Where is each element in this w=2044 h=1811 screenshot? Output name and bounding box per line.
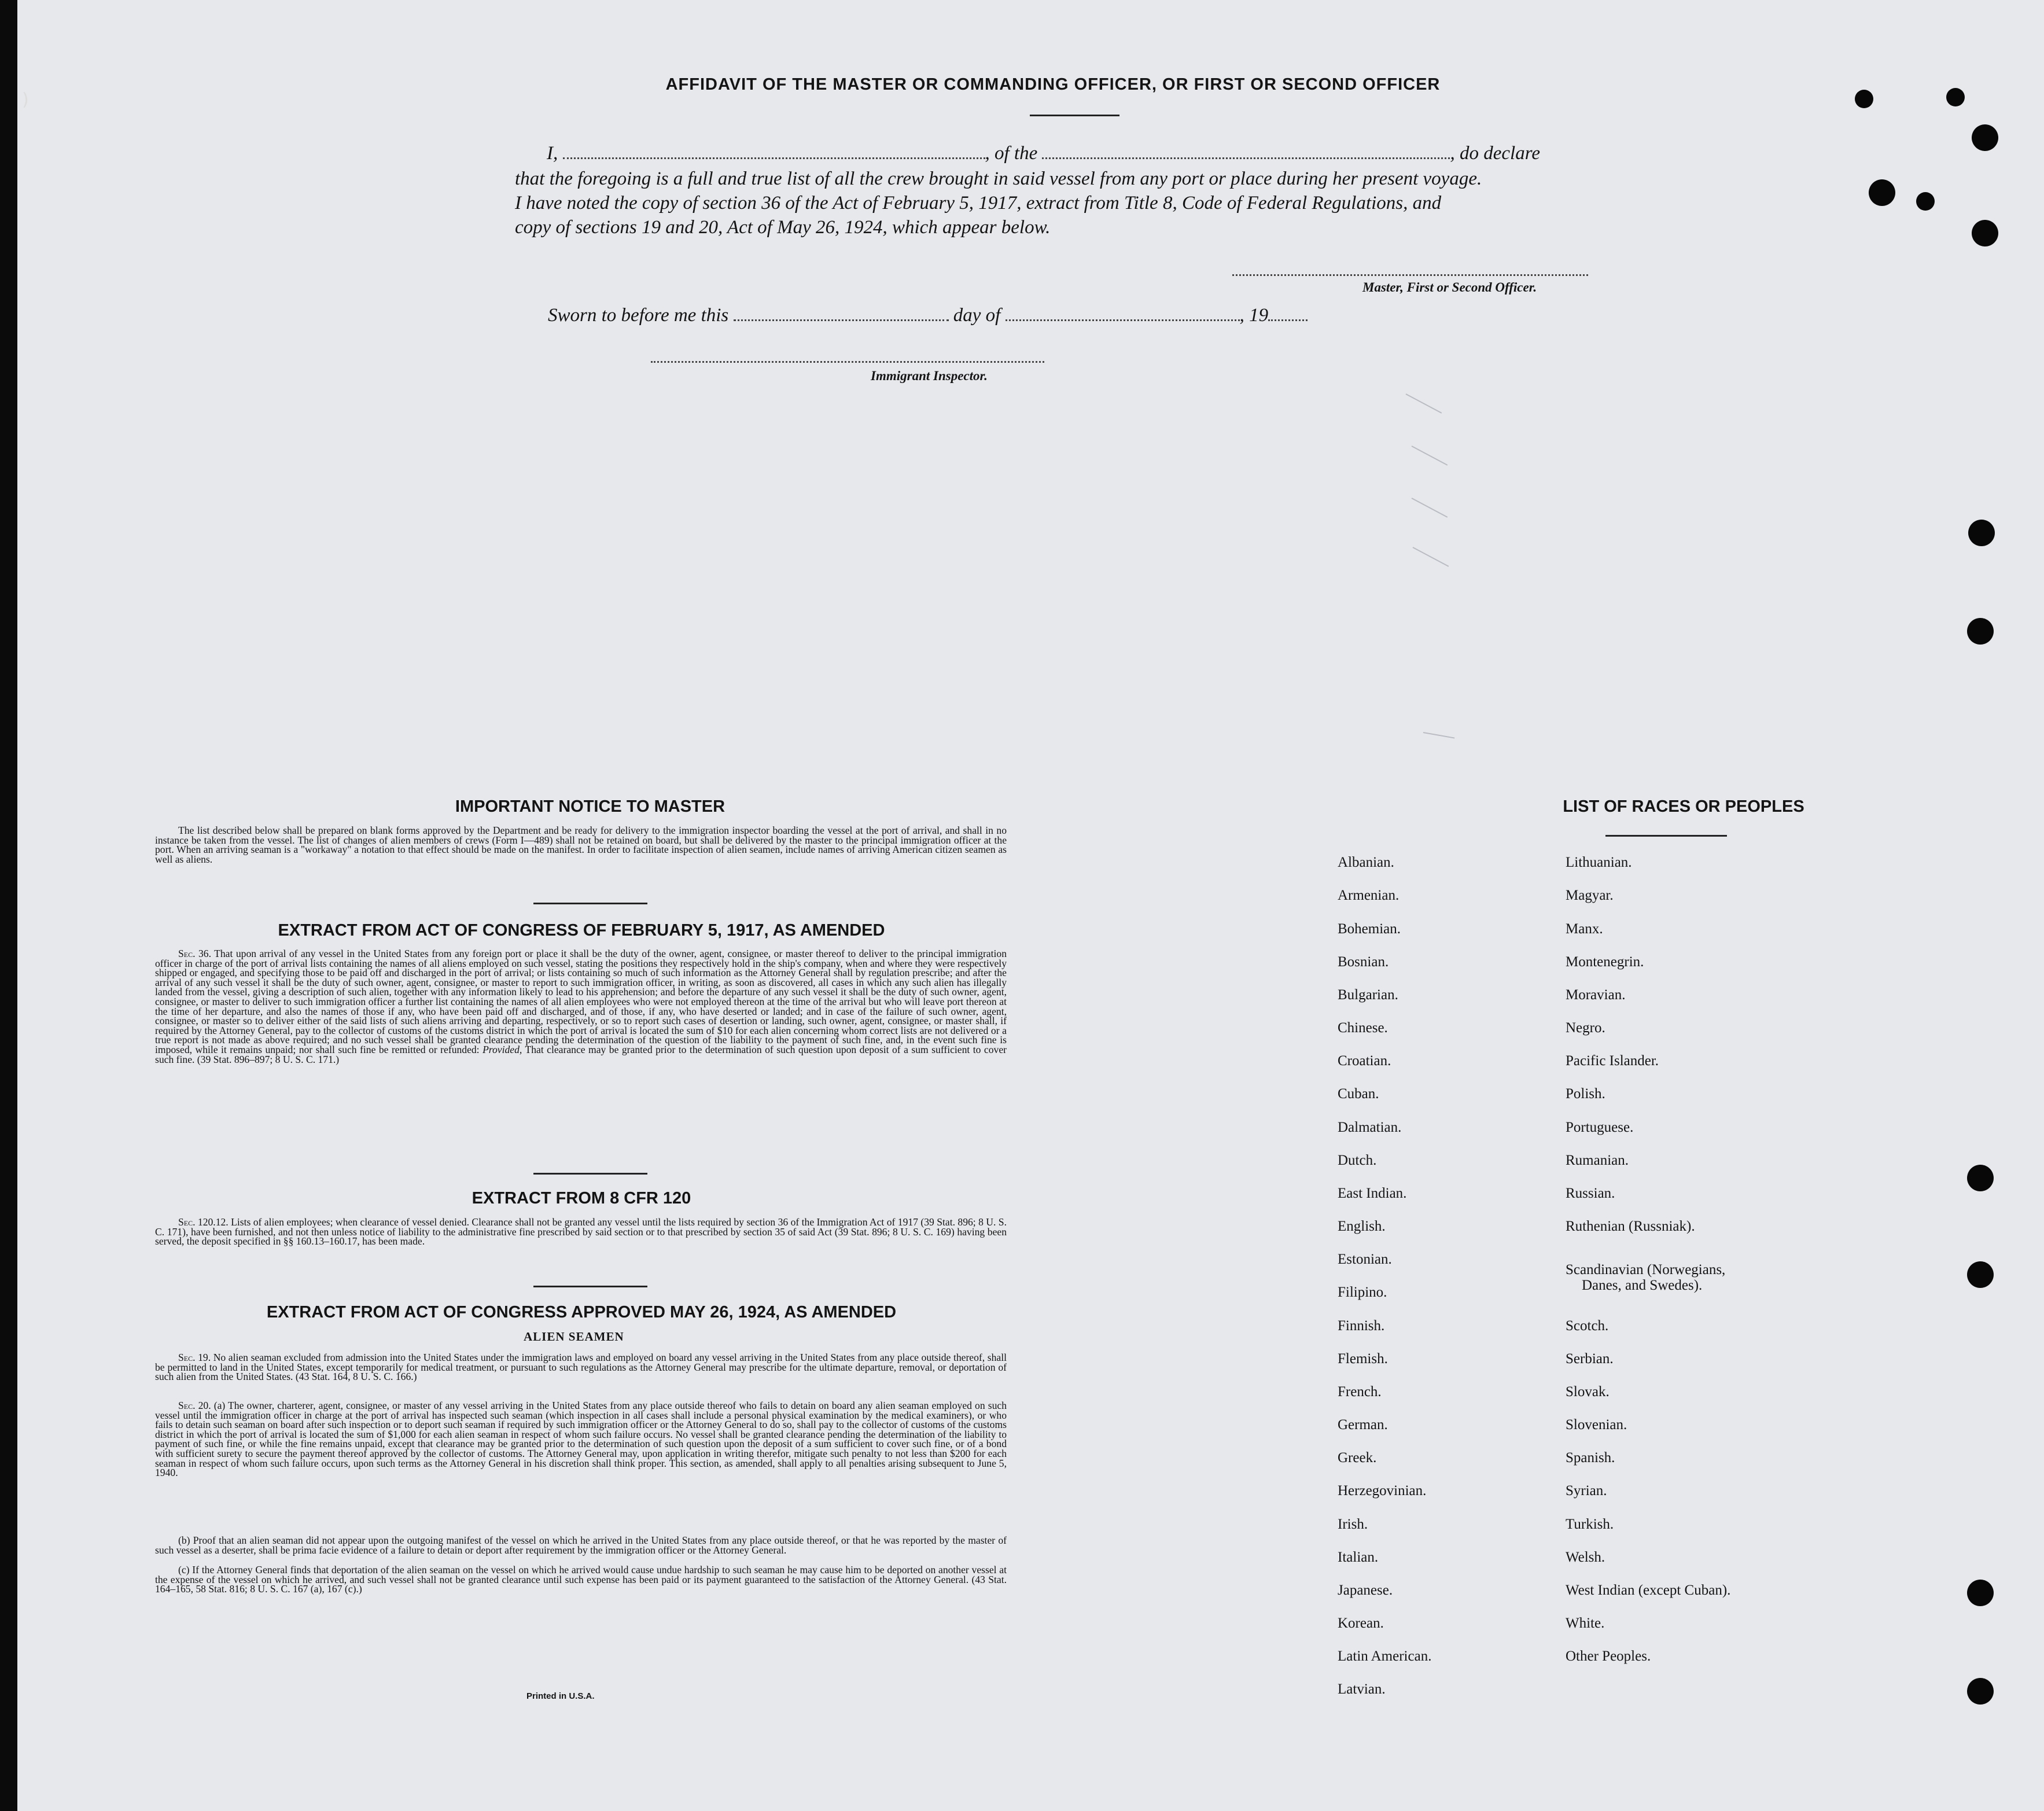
sec-36-body: That upon arrival of any vessel in the United States from any foreign port or place it shall be the duty of the owner, agent, consignee, or master thereof to deliver to the principal immigration officer in charge of the port of arrival lists containing the names of all aliens employed on such vessel, stating the positions they respectively hold in the ship's company, when and where they were respectively shipped or engaged, and specifying those to be paid off and discharged in the port of arrival; or lists containing so much of such information as the Attorney General shall by regulation prescribe; and after the arrival of any such vessel it shall be the duty of such owner, agent, consignee, or master to report to such immigration officer, in writing, as soon as discovered, all cases in which any such alien has illegally landed from the vessel, giving a description of such alien, together with any information likely to lead to his apprehension; and before the departure of any such vessel it shall be the duty of such owner, agent, consignee, or master to deliver to such immigration officer a further list containing the names of all alien employees who were not employed thereon at the time of the arrival but who will leave port thereon at the time of her departure, and also the names of those if any, who have been paid off and discharged, and of those, if any, who have deserted or landed; and in case of the failure of such owner, agent, consignee, or master so to deliver either of the said lists of such aliens arriving and departing, respectively, or so to report such cases of desertion or landing, such owner, agent, consignee, or master shall, if required by the Attorney General, pay to the collector of customs of the customs district in which the port of arrival is located the sum of $10 for each alien concerning whom correct lists are not delivered or a true report is not made as above required; and no such vessel shall be granted clearance pending the determination of the question of the liability to the payment of such fine, and, in the event such fine is imposed, while it remains unpaid; nor shall such fine be remitted or refunded: — [155, 948, 1007, 1055]
race-item: Cuban. — [1338, 1086, 1379, 1102]
declare-text: , do declare — [1450, 143, 1540, 164]
printed-in-usa: Printed in U.S.A. — [526, 1691, 595, 1701]
pencil-mark — [1412, 446, 1448, 466]
sec-120-body: Lists of alien employees; when clearance of vessel denied. Clearance shall not be granted any vessel until the lists required by section 36 of the Immigration Act of 1917 (39 Stat. 896; 8 U. S. C. 171), have been furnished, and not then unless notice of liability to the administrative fine prescribed by said section or to that prescribed by section 35 of said Act (39 Stat. 896; 8 U. S. C. 169) having been served, the deposit specified in §§ 160.13–160.17, has been made. — [155, 1216, 1007, 1247]
section-divider — [533, 903, 647, 904]
sec-19-label: Sec. 19. — [178, 1352, 211, 1363]
race-item: Bohemian. — [1338, 921, 1401, 937]
inspector-signature-label: Immigrant Inspector. — [871, 369, 988, 383]
race-item: Portuguese. — [1566, 1120, 1634, 1135]
race-item: Bulgarian. — [1338, 987, 1398, 1003]
sworn-month-blank[interactable] — [1006, 317, 1240, 321]
race-item: Slovak. — [1566, 1384, 1610, 1400]
sec-20a-text — [155, 1401, 1007, 1478]
pencil-mark — [1406, 393, 1442, 414]
pencil-mark — [1423, 732, 1455, 739]
extract-cfr-text — [155, 1217, 1007, 1246]
sworn-line — [548, 305, 1308, 326]
race-item: Chinese. — [1338, 1020, 1388, 1036]
declaration-line-4: copy of sections 19 and 20, Act of May 26, 1924, which appear below. — [515, 217, 1051, 238]
race-item: Negro. — [1566, 1020, 1605, 1036]
race-item: Turkish. — [1566, 1516, 1614, 1532]
race-item: Russian. — [1566, 1186, 1615, 1201]
race-item: Ruthenian (Russniak). — [1566, 1219, 1695, 1234]
race-item: Armenian. — [1338, 888, 1400, 903]
notice-title: IMPORTANT NOTICE TO MASTER — [455, 797, 725, 816]
binder-hole — [1967, 618, 1994, 645]
sec-20c-body: (c) If the Attorney General finds that deportation of the alien seaman on the vessel on which he arrived would cause undue hardship to such seaman he may cause him to be deported on another vessel at the expense of the vessel on which he arrived, and such vessel shall not be granted clearance until such expense has been paid or its payment guaranteed to the satisfaction of the Attorney General. (43 Stat. 164–165, 58 Stat. 816; 8 U. S. C. 167 (a), 167 (c).) — [155, 1564, 1007, 1595]
race-item: Serbian. — [1566, 1351, 1614, 1367]
title-divider — [1030, 115, 1119, 116]
declaration-line-1 — [547, 143, 1540, 164]
race-item: Korean. — [1338, 1615, 1384, 1631]
race-item: Polish. — [1566, 1086, 1605, 1102]
vessel-name-blank[interactable] — [1042, 155, 1450, 159]
declaration-line-2: that the foregoing is a full and true list of all the crew brought in said vessel from any port or place during her present voyage. — [515, 168, 1482, 189]
sec-20c-text — [155, 1565, 1007, 1594]
declaration-line-3: I have noted the copy of section 36 of the Act of February 5, 1917, extract from Title 8, Code of Federal Regulations, and — [515, 193, 1442, 214]
races-title-divider — [1605, 835, 1727, 837]
notice-body: The list described below shall be prepared on blank forms approved by the Department and be ready for delivery to the immigration inspector boarding the vessel at the port of arrival, and shall in no instance be taken from the vessel. The list of changes of alien members of crews (Form I—489) shall not be retained on board, but shall be delivered by the master to the principal immigration officer at the port. When an arriving seaman is a "workaway" a notation to that effect should be made on the manifest. In order to facilitate inspection of alien seamen, include names of arriving American citizen seamen as well as aliens. — [155, 824, 1007, 865]
document-page — [17, 0, 2044, 1811]
race-item: Estonian. — [1338, 1251, 1392, 1267]
binder-hole — [1855, 90, 1873, 108]
edge-mark: ) — [22, 90, 29, 110]
race-item: English. — [1338, 1219, 1386, 1234]
sec-20-label: Sec. 20. — [178, 1400, 211, 1411]
race-item: Montenegrin. — [1566, 954, 1644, 970]
binder-hole — [1967, 1165, 1994, 1191]
affidavit-title: AFFIDAVIT OF THE MASTER OR COMMANDING OFFICER, OR FIRST OR SECOND OFFICER — [665, 75, 1441, 94]
section-divider — [533, 1286, 647, 1287]
race-item: Croatian. — [1338, 1053, 1391, 1069]
pencil-mark — [1413, 547, 1449, 567]
sec-20b-text — [155, 1536, 1007, 1555]
race-item: Albanian. — [1338, 855, 1394, 870]
race-item: Slovenian. — [1566, 1417, 1627, 1433]
race-item: Moravian. — [1566, 987, 1626, 1003]
alien-seamen-subtitle: ALIEN SEAMEN — [524, 1330, 624, 1343]
binder-hole — [1972, 220, 1998, 246]
binder-hole — [1916, 192, 1935, 211]
sec-36-end: That clearance may be granted prior to the determination of such question upon deposit of a sum sufficient to cover such fine. (39 Stat. 896–897; 8 U. S. C. 171.) — [155, 1043, 1007, 1065]
binder-hole — [1972, 124, 1998, 151]
race-item: Scotch. — [1566, 1318, 1609, 1334]
race-item: Finnish. — [1338, 1318, 1385, 1334]
sworn-year-label: , 19 — [1239, 305, 1269, 326]
master-signature-blank[interactable] — [1232, 272, 1588, 276]
race-item: Herzegovinian. — [1338, 1483, 1427, 1499]
sec-19-text — [155, 1353, 1007, 1382]
sec-19-body: No alien seaman excluded from admission into the United States under the immigration laws and employed on board any vessel arriving in the United States from any place outside thereof, shall be permitted to land in the United States, except temporarily for medical treatment, or pursuant to such regulations as the Attorney General may prescribe for the ultimate departure, removal, or deportation of such alien from the United States. (43 Stat. 164, 8 U. S. C. 166.) — [155, 1352, 1007, 1383]
provided-text: Provided, — [483, 1043, 522, 1055]
extract-1917-title: EXTRACT FROM ACT OF CONGRESS OF FEBRUARY 5, 1917, AS AMENDED — [278, 921, 885, 940]
sworn-day-blank[interactable] — [734, 317, 949, 321]
declarant-name-blank[interactable] — [563, 155, 985, 159]
sworn-prefix: Sworn to before me this — [548, 305, 729, 326]
race-item: Other Peoples. — [1566, 1648, 1651, 1664]
vessel-prefix: , of the — [985, 143, 1038, 164]
binder-hole — [1946, 88, 1965, 106]
race-item: Magyar. — [1566, 888, 1614, 903]
race-item: Filipino. — [1338, 1284, 1387, 1300]
race-item-continued: Danes, and Swedes). — [1582, 1278, 1703, 1293]
race-item: Pacific Islander. — [1566, 1053, 1659, 1069]
race-item: Rumanian. — [1566, 1153, 1629, 1168]
race-item: Dalmatian. — [1338, 1120, 1402, 1135]
race-item: French. — [1338, 1384, 1382, 1400]
race-item: Welsh. — [1566, 1549, 1605, 1565]
race-item: White. — [1566, 1615, 1605, 1631]
race-item: Greek. — [1338, 1450, 1377, 1466]
race-item: Flemish. — [1338, 1351, 1388, 1367]
race-item: Italian. — [1338, 1549, 1379, 1565]
race-item: German. — [1338, 1417, 1388, 1433]
sec-20a-body: (a) The owner, charterer, agent, consignee, or master of any vessel arriving in the United States from any place outside thereof who fails to detain on board any alien seaman employed on such vessel until the immigration officer in charge at the port of arrival has inspected such seaman (which inspection in all cases shall include a personal physical examination by the medical examiners), or who fails to detain such seaman on board after such inspection or to deport such seaman if required by such immigration officer or the Attorney General to do so, shall pay to the collector of customs of the customs district in which the port of arrival is located the sum of $1,000 for each alien seaman in respect of whom such failure occurs. No vessel shall be granted clearance pending the determination of the liability to payment of such fine, or while the fine remains unpaid, except that clearance may be granted prior to the determination of such question upon the deposit of a sum sufficient to cover such fine, or of a bond with sufficient surety to secure the payment thereof approved by the collector of customs. The Attorney General may, upon application in writing therefor, mitigate such penalty to not less than $200 for each seaman in respect of whom such failure occurs, upon such terms as the Attorney General in his discretion shall think proper. This section, as amended, shall apply to all penalties arising subsequent to June 5, 1940. — [155, 1400, 1007, 1479]
race-item: Bosnian. — [1338, 954, 1389, 970]
sworn-year-blank[interactable] — [1268, 317, 1308, 321]
race-item: Syrian. — [1566, 1483, 1607, 1499]
race-item: East Indian. — [1338, 1186, 1407, 1201]
race-item: Latin American. — [1338, 1648, 1432, 1664]
race-item: Manx. — [1566, 921, 1603, 937]
notice-text — [155, 826, 1007, 864]
race-item: Japanese. — [1338, 1582, 1393, 1598]
race-item: Spanish. — [1566, 1450, 1615, 1466]
pencil-mark — [1412, 498, 1448, 518]
binder-hole — [1967, 1678, 1994, 1705]
sec-20b-body: (b) Proof that an alien seaman did not appear upon the outgoing manifest of the vessel on which he arrived in the United States from any place outside thereof, or that he was reported by the master of such vessel as a deserter, shall be prima facie evidence of a failure to detain or deport after requirement by the immigration officer or the Attorney General. — [155, 1534, 1007, 1556]
race-item: West Indian (except Cuban). — [1566, 1582, 1731, 1598]
race-item: Latvian. — [1338, 1681, 1386, 1697]
race-item: Irish. — [1338, 1516, 1368, 1532]
section-divider — [533, 1173, 647, 1175]
extract-cfr-title: EXTRACT FROM 8 CFR 120 — [472, 1189, 691, 1208]
extract-1924-title: EXTRACT FROM ACT OF CONGRESS APPROVED MAY 26, 1924, AS AMENDED — [266, 1303, 897, 1322]
binder-hole — [1968, 520, 1995, 546]
binder-hole — [1869, 179, 1895, 206]
race-item: Scandinavian (Norwegians, — [1566, 1262, 1726, 1278]
inspector-signature-blank[interactable] — [651, 359, 1044, 363]
binder-hole — [1967, 1580, 1994, 1606]
master-signature-label: Master, First or Second Officer. — [1362, 280, 1537, 295]
sec-120-label: Sec. 120.12. — [178, 1216, 229, 1228]
sec-36-label: Sec. 36. — [178, 948, 211, 959]
sworn-day-label: day of — [953, 305, 1001, 326]
race-item: Dutch. — [1338, 1153, 1377, 1168]
race-item: Lithuanian. — [1566, 855, 1632, 870]
declarant-prefix: I, — [547, 143, 558, 164]
binder-hole — [1967, 1261, 1994, 1288]
extract-1917-text — [155, 949, 1007, 1064]
races-title: LIST OF RACES OR PEOPLES — [1563, 797, 1804, 816]
